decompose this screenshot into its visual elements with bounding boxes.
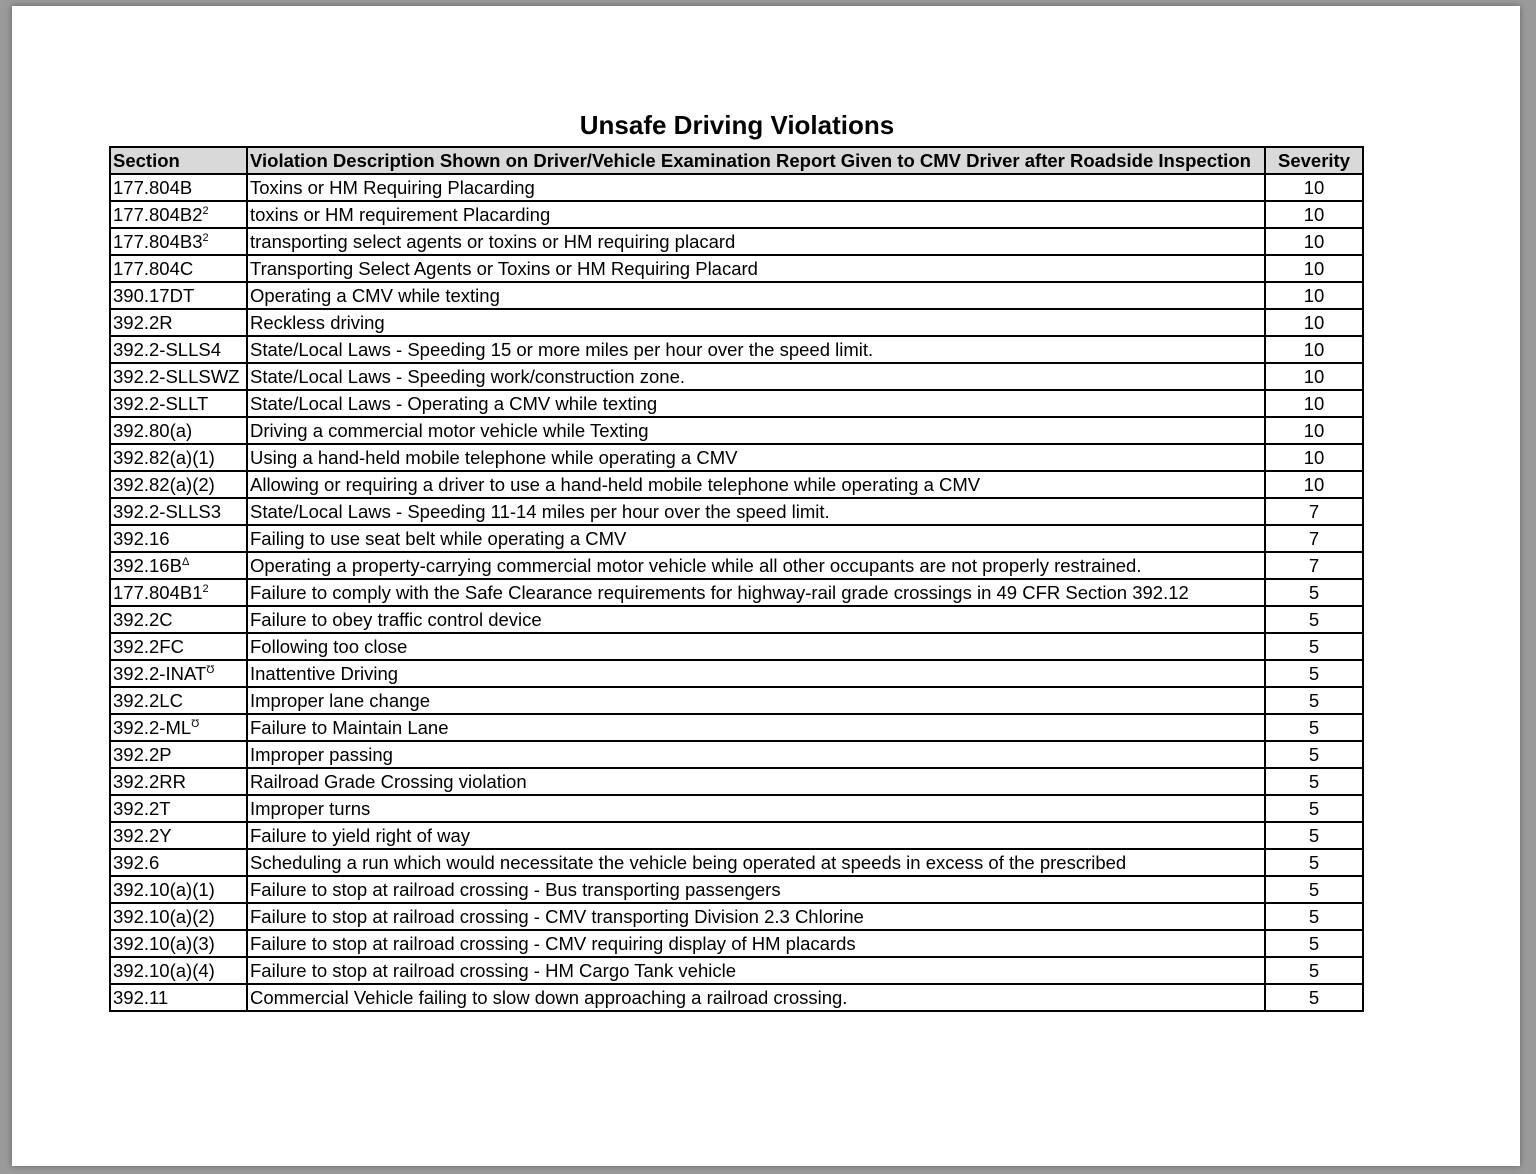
- header-description: Violation Description Shown on Driver/Vehicle Examination Report Given to CMV Driver after Roadside Inspection: [247, 147, 1265, 174]
- cell-severity: 10: [1265, 309, 1363, 336]
- cell-section: [110, 687, 247, 714]
- cell-section: [110, 309, 247, 336]
- table-row: [110, 417, 1363, 444]
- section-code: 392.10(a)(4): [113, 960, 215, 981]
- section-code: 392.2P: [113, 744, 172, 765]
- table-row: [110, 282, 1363, 309]
- cell-description: State/Local Laws - Speeding 11-14 miles per hour over the speed limit.: [247, 498, 1265, 525]
- section-code: 392.16B: [113, 555, 182, 576]
- section-code: 392.2R: [113, 312, 173, 333]
- cell-section: [110, 471, 247, 498]
- table-row: [110, 390, 1363, 417]
- table-row: [110, 903, 1363, 930]
- section-code: 392.10(a)(1): [113, 879, 215, 900]
- table-row: [110, 444, 1363, 471]
- section-code: 392.2RR: [113, 771, 187, 792]
- cell-section: [110, 849, 247, 876]
- section-code: 177.804B1: [113, 582, 203, 603]
- cell-section: [110, 903, 247, 930]
- cell-section: [110, 444, 247, 471]
- cell-description: State/Local Laws - Speeding work/construction zone.: [247, 363, 1265, 390]
- footnote-marker: Ʊ: [206, 663, 215, 676]
- cell-section: [110, 957, 247, 984]
- footnote-marker: 2: [202, 582, 209, 595]
- cell-severity: 7: [1265, 498, 1363, 525]
- cell-section: [110, 174, 247, 201]
- table-row: [110, 822, 1363, 849]
- section-code: 392.2T: [113, 798, 171, 819]
- cell-severity: 5: [1265, 984, 1363, 1011]
- section-code: 390.17DT: [113, 285, 195, 306]
- table-row: [110, 741, 1363, 768]
- cell-severity: 5: [1265, 930, 1363, 957]
- cell-section: [110, 282, 247, 309]
- table-row: [110, 660, 1363, 687]
- section-code: 392.2-SLLS4: [113, 339, 222, 360]
- table-row: [110, 525, 1363, 552]
- table-row: [110, 687, 1363, 714]
- section-code: 392.2-ML: [113, 717, 192, 738]
- section-code: 177.804B: [113, 177, 193, 198]
- cell-severity: 5: [1265, 633, 1363, 660]
- table-row: [110, 579, 1363, 606]
- table-header-row: [110, 147, 1363, 174]
- cell-description: Failure to stop at railroad crossing - CMV requiring display of HM placards: [247, 930, 1265, 957]
- cell-severity: 7: [1265, 552, 1363, 579]
- cell-severity: 10: [1265, 390, 1363, 417]
- table-row: [110, 876, 1363, 903]
- cell-description: Allowing or requiring a driver to use a hand-held mobile telephone while operating a CMV: [247, 471, 1265, 498]
- table-row: [110, 174, 1363, 201]
- cell-section: [110, 525, 247, 552]
- cell-description: transporting select agents or toxins or HM requiring placard: [247, 228, 1265, 255]
- footnote-marker: 2: [202, 231, 209, 244]
- section-code: 177.804B3: [113, 231, 203, 252]
- cell-description: Improper lane change: [247, 687, 1265, 714]
- table-row: [110, 228, 1363, 255]
- table-row: [110, 201, 1363, 228]
- section-code: 392.2-SLLS3: [113, 501, 222, 522]
- cell-description: Failure to comply with the Safe Clearance requirements for highway-rail grade crossings in 49 CFR Section 392.12: [247, 579, 1265, 606]
- cell-section: [110, 498, 247, 525]
- table-row: [110, 849, 1363, 876]
- cell-severity: 10: [1265, 174, 1363, 201]
- table-row: [110, 795, 1363, 822]
- cell-severity: 5: [1265, 849, 1363, 876]
- section-code: 392.82(a)(1): [113, 447, 215, 468]
- cell-description: toxins or HM requirement Placarding: [247, 201, 1265, 228]
- table-row: [110, 498, 1363, 525]
- cell-section: [110, 228, 247, 255]
- table-row: [110, 606, 1363, 633]
- section-code: 392.80(a): [113, 420, 193, 441]
- cell-severity: 10: [1265, 282, 1363, 309]
- cell-section: [110, 984, 247, 1011]
- cell-section: [110, 633, 247, 660]
- cell-severity: 5: [1265, 957, 1363, 984]
- cell-description: State/Local Laws - Operating a CMV while texting: [247, 390, 1265, 417]
- table-row: [110, 714, 1363, 741]
- section-code: 392.2-SLLSWZ: [113, 366, 240, 387]
- section-code: 392.2-SLLT: [113, 393, 209, 414]
- cell-section: [110, 417, 247, 444]
- cell-section: [110, 795, 247, 822]
- cell-description: Operating a CMV while texting: [247, 282, 1265, 309]
- footnote-marker: Ʊ: [191, 717, 200, 730]
- table-row: [110, 633, 1363, 660]
- section-code: 392.10(a)(2): [113, 906, 215, 927]
- cell-severity: 10: [1265, 201, 1363, 228]
- cell-section: [110, 768, 247, 795]
- cell-description: Using a hand-held mobile telephone while operating a CMV: [247, 444, 1265, 471]
- cell-section: [110, 930, 247, 957]
- cell-section: [110, 660, 247, 687]
- cell-severity: 5: [1265, 687, 1363, 714]
- cell-severity: 5: [1265, 795, 1363, 822]
- table-body: [110, 174, 1363, 1011]
- cell-severity: 10: [1265, 363, 1363, 390]
- cell-description: Failure to stop at railroad crossing - CMV transporting Division 2.3 Chlorine: [247, 903, 1265, 930]
- cell-description: Commercial Vehicle failing to slow down approaching a railroad crossing.: [247, 984, 1265, 1011]
- cell-severity: 5: [1265, 741, 1363, 768]
- cell-description: Failure to Maintain Lane: [247, 714, 1265, 741]
- document-page: [12, 6, 1520, 1166]
- footnote-marker: Δ: [181, 555, 190, 568]
- cell-description: State/Local Laws - Speeding 15 or more miles per hour over the speed limit.: [247, 336, 1265, 363]
- cell-description: Scheduling a run which would necessitate the vehicle being operated at speeds in excess of the prescribed: [247, 849, 1265, 876]
- cell-description: Failure to stop at railroad crossing - Bus transporting passengers: [247, 876, 1265, 903]
- cell-description: Failing to use seat belt while operating a CMV: [247, 525, 1265, 552]
- cell-description: Railroad Grade Crossing violation: [247, 768, 1265, 795]
- cell-section: [110, 822, 247, 849]
- cell-description: Improper passing: [247, 741, 1265, 768]
- cell-severity: 5: [1265, 822, 1363, 849]
- table-row: [110, 336, 1363, 363]
- section-code: 177.804B2: [113, 204, 203, 225]
- cell-description: Inattentive Driving: [247, 660, 1265, 687]
- section-code: 392.2-INAT: [113, 663, 207, 684]
- cell-severity: 5: [1265, 660, 1363, 687]
- cell-severity: 5: [1265, 606, 1363, 633]
- section-code: 392.82(a)(2): [113, 474, 215, 495]
- cell-section: [110, 255, 247, 282]
- section-code: 392.2C: [113, 609, 173, 630]
- cell-description: Transporting Select Agents or Toxins or HM Requiring Placard: [247, 255, 1265, 282]
- cell-severity: 10: [1265, 336, 1363, 363]
- cell-section: [110, 741, 247, 768]
- table-row: [110, 552, 1363, 579]
- cell-severity: 5: [1265, 903, 1363, 930]
- cell-section: [110, 552, 247, 579]
- cell-description: Operating a property-carrying commercial motor vehicle while all other occupants are not properly restrained.: [247, 552, 1265, 579]
- table-row: [110, 363, 1363, 390]
- section-code: 392.2Y: [113, 825, 172, 846]
- cell-severity: 10: [1265, 417, 1363, 444]
- section-code: 392.11: [113, 987, 169, 1008]
- cell-severity: 10: [1265, 471, 1363, 498]
- cell-section: [110, 876, 247, 903]
- cell-section: [110, 390, 247, 417]
- cell-severity: 5: [1265, 768, 1363, 795]
- cell-section: [110, 606, 247, 633]
- section-code: 177.804C: [113, 258, 194, 279]
- cell-section: [110, 363, 247, 390]
- cell-description: Following too close: [247, 633, 1265, 660]
- page-title: Unsafe Driving Violations: [579, 110, 895, 140]
- table-row: [110, 255, 1363, 282]
- table-row: [110, 957, 1363, 984]
- section-code: 392.2LC: [113, 690, 183, 711]
- cell-severity: 10: [1265, 255, 1363, 282]
- violations-table: [109, 146, 1364, 1012]
- cell-severity: 5: [1265, 714, 1363, 741]
- cell-section: [110, 579, 247, 606]
- cell-severity: 10: [1265, 444, 1363, 471]
- section-code: 392.16: [113, 528, 170, 549]
- cell-description: Improper turns: [247, 795, 1265, 822]
- header-severity: Severity: [1265, 147, 1363, 174]
- cell-description: Failure to obey traffic control device: [247, 606, 1265, 633]
- cell-section: [110, 201, 247, 228]
- cell-description: Reckless driving: [247, 309, 1265, 336]
- cell-severity: 5: [1265, 876, 1363, 903]
- section-code: 392.10(a)(3): [113, 933, 215, 954]
- cell-description: Driving a commercial motor vehicle while Texting: [247, 417, 1265, 444]
- cell-description: Failure to stop at railroad crossing - HM Cargo Tank vehicle: [247, 957, 1265, 984]
- cell-section: [110, 336, 247, 363]
- table-row: [110, 309, 1363, 336]
- table-row: [110, 984, 1363, 1011]
- cell-description: Toxins or HM Requiring Placarding: [247, 174, 1265, 201]
- cell-section: [110, 714, 247, 741]
- footnote-marker: 2: [202, 204, 209, 217]
- cell-severity: 10: [1265, 228, 1363, 255]
- table-row: [110, 768, 1363, 795]
- cell-description: Failure to yield right of way: [247, 822, 1265, 849]
- cell-severity: 5: [1265, 579, 1363, 606]
- cell-severity: 7: [1265, 525, 1363, 552]
- section-code: 392.2FC: [113, 636, 184, 657]
- section-code: 392.6: [113, 852, 160, 873]
- header-section: Section: [110, 147, 247, 174]
- table-row: [110, 930, 1363, 957]
- table-row: [110, 471, 1363, 498]
